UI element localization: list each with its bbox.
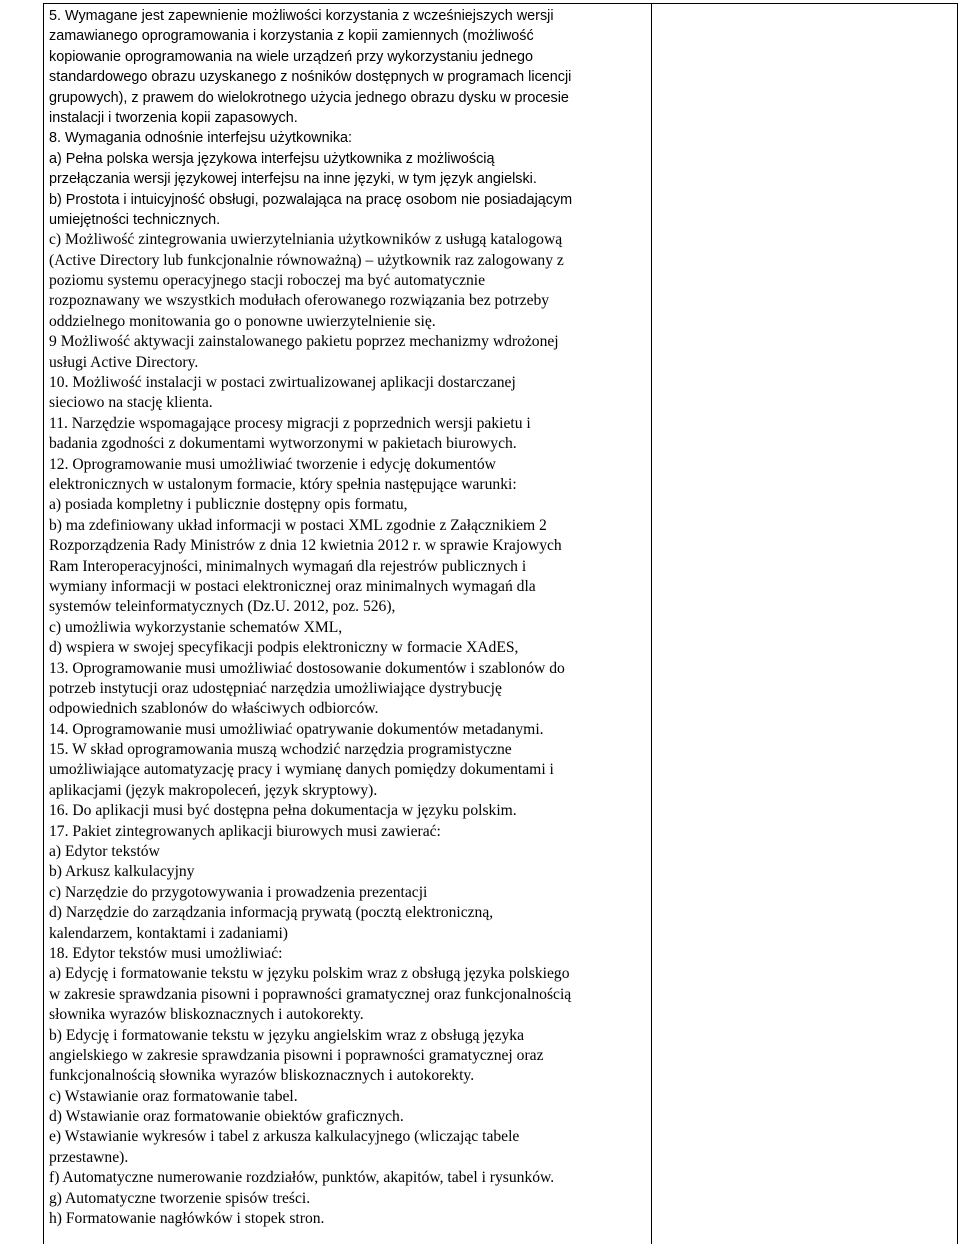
text-line: przełączania wersji językowej interfejsu na inne języki, w tym język angielski. (49, 171, 537, 188)
text-line: wymiany informacji w postaci elektronicznej oraz minimalnych wymagań dla (49, 577, 536, 595)
text-line: odpowiednich szablonów do właściwych odbiorców. (49, 700, 379, 718)
text-line: h) Formatowanie nagłówków i stopek stron. (49, 1210, 325, 1228)
text-line: f) Automatyczne numerowanie rozdziałów, punktów, akapitów, tabel i rysunków. (49, 1169, 555, 1187)
text-line: poziomu systemu operacyjnego stacji roboczej ma być automatycznie (49, 272, 486, 290)
text-line: instalacji i tworzenia kopii zapasowych. (49, 109, 298, 126)
text-line: e) Wstawianie wykresów i tabel z arkusza kalkulacyjnego (wliczając tabele (49, 1128, 520, 1146)
requirements-text-cell (49, 6, 649, 1229)
text-line: (Active Directory lub funkcjonalnie równoważną) – użytkownik raz zalogowany z (49, 251, 564, 269)
text-line: d) Wstawianie oraz formatowanie obiektów graficznych. (49, 1108, 404, 1126)
text-line: b) Edycję i formatowanie tekstu w języku angielskim wraz z obsługą języka (49, 1026, 525, 1044)
table-border-right (957, 3, 958, 1244)
text-line: umiejętności technicznych. (49, 211, 221, 228)
text-line: c) Możliwość zintegrowania uwierzytelniania użytkowników z usługą katalogową (49, 231, 563, 249)
text-line: g) Automatyczne tworzenie spisów treści. (49, 1189, 311, 1207)
text-line: systemów teleinformatycznych (Dz.U. 2012, poz. 526), (49, 598, 396, 616)
text-line: kopiowanie oprogramowania na wiele urządzeń przy wykorzystaniu jednego (49, 48, 533, 65)
text-line: badania zgodności z dokumentami wytworzonymi w pakietach biurowych. (49, 435, 517, 453)
text-line: potrzeb instytucji oraz udostępniać narzędzia umożliwiające dystrybucję (49, 679, 502, 697)
text-line: słownika wyrazów bliskoznacznych i autokorekty. (49, 1006, 364, 1024)
text-line: 14. Oprogramowanie musi umożliwiać opatrywanie dokumentów metadanymi. (49, 720, 544, 738)
text-line: d) Narzędzie do zarządzania informacją prywatą (pocztą elektroniczną, (49, 904, 494, 922)
text-line: zamawianego oprogramowania i korzystania z kopii zamiennych (możliwość (49, 28, 534, 45)
text-line: 12. Oprogramowanie musi umożliwiać tworzenie i edycję dokumentów (49, 455, 496, 473)
text-line: umożliwiające automatyzację pracy i wymianę danych pomiędzy dokumentami i (49, 761, 554, 779)
text-line: b) Prostota i intuicyjność obsługi, pozwalająca na pracę osobom nie posiadającym (49, 191, 573, 208)
text-line: b) Arkusz kalkulacyjny (49, 863, 195, 881)
text-line: standardowego obrazu uzyskanego z nośników dostępnych w programach licencji (49, 69, 572, 86)
text-line: 17. Pakiet zintegrowanych aplikacji biurowych musi zawierać: (49, 822, 441, 840)
text-line: aplikacjami (język makropoleceń, język skryptowy). (49, 781, 378, 799)
text-line: funkcjonalnością słownika wyrazów bliskoznacznych i autokorekty. (49, 1067, 475, 1085)
text-line: grupowych), z prawem do wielokrotnego użycia jednego obrazu dysku w procesie (49, 89, 569, 106)
text-line: 10. Możliwość instalacji w postaci zwirtualizowanej aplikacji dostarczanej (49, 374, 516, 392)
text-line: 9 Możliwość aktywacji zainstalowanego pakietu poprzez mechanizmy wdrożonej (49, 333, 559, 351)
text-line: Rozporządzenia Rady Ministrów z dnia 12 kwietnia 2012 r. w sprawie Krajowych (49, 537, 562, 555)
text-line: angielskiego w zakresie sprawdzania pisowni i poprawności gramatycznej oraz (49, 1046, 544, 1064)
text-line: a) Edycję i formatowanie tekstu w języku polskim wraz z obsługą języka polskiego (49, 965, 570, 983)
text-line: c) umożliwia wykorzystanie schematów XML, (49, 618, 343, 636)
text-line: 15. W skład oprogramowania muszą wchodzić narzędzia programistyczne (49, 741, 512, 759)
text-line: c) Narzędzie do przygotowywania i prowadzenia prezentacji (49, 883, 428, 901)
table-border-left (43, 3, 44, 1244)
text-line: usługi Active Directory. (49, 353, 199, 371)
text-line: d) wspiera w swojej specyfikacji podpis elektroniczny w formacie XAdES, (49, 639, 519, 657)
text-line: b) ma zdefiniowany układ informacji w postaci XML zgodnie z Załącznikiem 2 (49, 516, 547, 534)
text-line: 18. Edytor tekstów musi umożliwiać: (49, 944, 283, 962)
text-line: a) Edytor tekstów (49, 843, 160, 861)
text-line: c) Wstawianie oraz formatowanie tabel. (49, 1087, 298, 1105)
text-line: elektronicznych w ustalonym formacie, który spełnia następujące warunki: (49, 475, 517, 493)
text-line: rozpoznawany we wszystkich modułach oferowanego rozwiązania bez potrzeby (49, 292, 550, 310)
text-line: a) Pełna polska wersja językowa interfejsu użytkownika z możliwością (49, 150, 495, 167)
text-line: w zakresie sprawdzania pisowni i poprawności gramatycznej oraz funkcjonalnością (49, 985, 572, 1003)
text-line: sieciowo na stację klienta. (49, 394, 213, 412)
text-line: 5. Wymagane jest zapewnienie możliwości korzystania z wcześniejszych wersji (49, 8, 554, 24)
text-line: a) posiada kompletny i publicznie dostępny opis formatu, (49, 496, 408, 514)
text-line: Ram Interoperacyjności, minimalnych wymagań dla rejestrów publicznych i (49, 557, 527, 575)
text-line: przestawne). (49, 1148, 129, 1166)
text-line: 11. Narzędzie wspomagające procesy migracji z poprzednich wersji pakietu i (49, 414, 531, 432)
text-line: 13. Oprogramowanie musi umożliwiać dostosowanie dokumentów i szablonów do (49, 659, 565, 677)
text-line: 16. Do aplikacji musi być dostępna pełna dokumentacja w języku polskim. (49, 802, 517, 820)
text-line: 8. Wymagania odnośnie interfejsu użytkownika: (49, 130, 353, 147)
empty-right-cell (652, 4, 957, 1244)
text-line: oddzielnego monitowania go o ponowne uwierzytelnienie się. (49, 312, 436, 330)
text-line: kalendarzem, kontaktami i zadaniami) (49, 924, 289, 942)
